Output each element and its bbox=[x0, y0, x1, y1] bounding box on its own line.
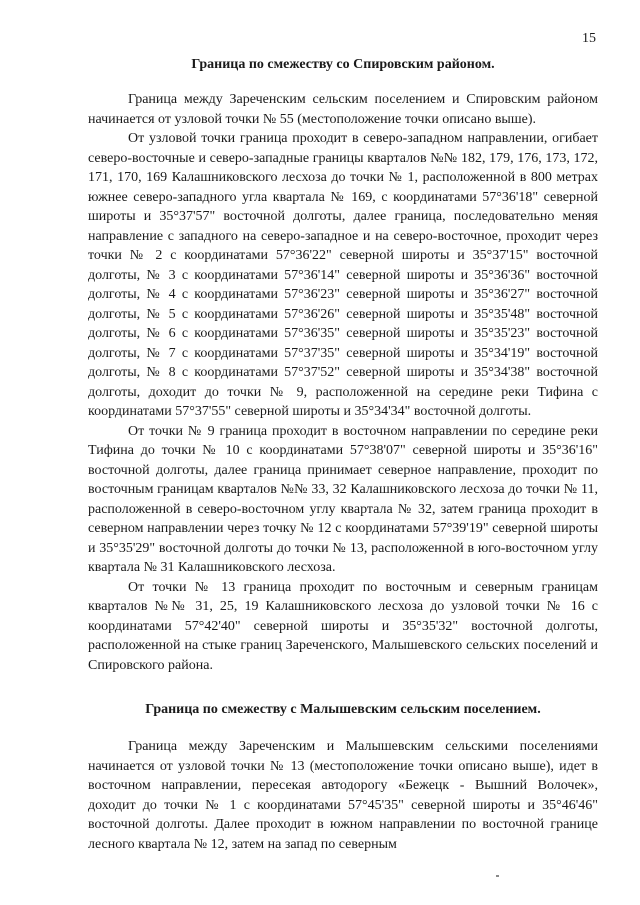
scan-speck bbox=[496, 875, 499, 877]
paragraph: Граница между Зареченским и Малышевским сельскими поселениями начинается от узловой точки № 13 (местоположение точки описано выше), идет в восточном направлении, пересекая автодорогу «Бежецк - Вышний Волочек», доходит до точки № 1 с координатами 57°45'35" северной широты и 35°46'46" восточной долготы. Далее проходит в южном направлении по восточной границе лесного квартала № 12, затем на запад по северным bbox=[88, 739, 598, 852]
paragraph: Граница между Зареченским сельским поселением и Спировским районом начинается от узловой точки № 55 (местоположение точки описано выше). bbox=[88, 92, 598, 127]
paragraph: От точки № 9 граница проходит в восточном направлении по середине реки Тифина до точки № 10 с координатами 57°38'07" северной широты и 35°36'16" восточной долготы, далее граница принимает северное направление, проходит по восточным границам кварталов №№ 33, 32 Калашниковского лесхоза до точки № 11, расположенной в северо-восточном углу квартала № 32, затем граница проходит в северном направлении через точку № 12 с координатами 57°39'19" северной широты и 35°35'29" восточной долготы до точки № 13, расположенной в юго-восточном углу квартала № 31 Калашниковского лесхоза. bbox=[88, 423, 598, 575]
page-number: 15 bbox=[582, 31, 596, 46]
section-spirovsky bbox=[88, 55, 598, 675]
section-malyshevsky bbox=[88, 700, 598, 854]
section-heading: Граница по смежеству с Малышевским сельским поселением. bbox=[145, 702, 541, 717]
paragraph: От точки № 13 граница проходит по восточным и северным границам кварталов №№ 31, 25, 19 Калашниковского лесхоза до узловой точки № 16 с координатами 57°42'40" северной широты и 35°35'32" восточной долготы, расположенной на стыке границ Зареченского, Малышевского сельских поселений и Спировского района. bbox=[88, 579, 598, 673]
paragraph: От узловой точки граница проходит в северо-западном направлении, огибает северо-восточные и северо-западные границы кварталов №№ 182, 179, 176, 173, 172, 171, 170, 169 Калашниковского лесхоза до точки № 1, расположенной в 800 метрах южнее северо-западного угла квартала № 169, с координатами 57°36'18" северной широты и 35°37'57" восточной долготы, далее граница, последовательно меняя направление с западного на северо-западное и на северо-восточное, проходит через точки № 2 с координатами 57°36'22" северной широты и 35°37'15" восточной долготы, № 3 с координатами 57°36'14" северной широты и 35°36'36" восточной долготы, № 4 с координатами 57°36'23" северной широты и 35°36'27" восточной долготы, № 5 с координатами 57°36'26" северной широты и 35°35'48" восточной долготы, № 6 с координатами 57°36'35" северной широты и 35°35'23" восточной долготы, № 7 с координатами 57°37'35" северной широты и 35°34'19" восточной долготы, № 8 с координатами 57°37'52" северной широты и 35°34'38" восточной долготы, доходит до точки № 9, расположенной на середине реки Тифина с координатами 57°37'55" северной широты и 35°34'34" восточной долготы. bbox=[88, 131, 598, 419]
section-heading: Граница по смежеству со Спировским районом. bbox=[191, 57, 495, 72]
